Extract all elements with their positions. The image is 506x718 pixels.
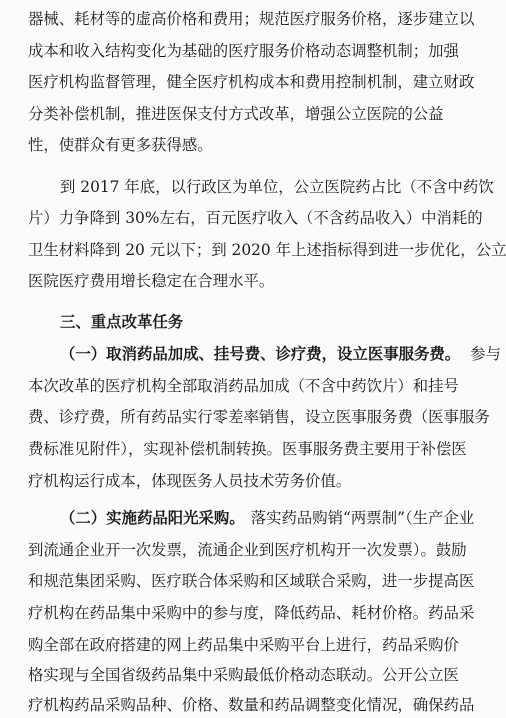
body-text-line: 性，使群众有更多获得感。 <box>28 136 213 154</box>
body-text-line: 购全部在政府搭建的网上药品集中采购平台上进行，药品采购价 <box>28 636 459 654</box>
body-text-line: 器械、耗材等的虚高价格和费用；规范医疗服务价格，逐步建立以 <box>28 10 475 28</box>
body-text-line: 卫生材料降到 20 元以下；到 2020 年上述指标得到进一步优化，公立 <box>28 241 506 259</box>
body-text-line: 到 2017 年底，以行政区为单位，公立医院药占比（不含中药饮 <box>60 178 494 196</box>
body-text-line: 费、诊疗费，所有药品实行零差率销售，设立医事服务费（医事服务 <box>28 408 490 426</box>
item-1-title: （一）取消药品加成、挂号费、诊疗费，设立医事服务费。 <box>60 345 461 363</box>
section-heading: 三、重点改革任务 <box>60 313 184 331</box>
body-text-line: 疗机构在药品集中采购中的参与度，降低药品、耗材价格。药品采 <box>28 604 475 622</box>
body-text-line: 成本和收入结构变化为基础的医疗服务价格动态调整机制；加强 <box>28 42 459 60</box>
body-text-line: 本次改革的医疗机构全部取消药品加成（不含中药饮片）和挂号 <box>28 377 459 395</box>
body-text-line: 疗机构药品采购品种、价格、数量和药品调整变化情况，确保药品 <box>28 696 475 714</box>
item-2-first-line <box>60 505 495 531</box>
body-text-line: 和规范集团采购、医疗联合体采购和区域联合采购，进一步提高医 <box>28 572 475 590</box>
item-1-first-line <box>60 341 501 367</box>
body-text-line: 医院医疗费用增长稳定在合理水平。 <box>28 272 275 290</box>
body-text-line: 医疗机构监督管理，健全医疗机构成本和费用控制机制，建立财政 <box>28 73 475 91</box>
body-text-line: 片）力争降到 30%左右，百元医疗收入（不含药品收入）中消耗的 <box>28 209 483 227</box>
body-text-line: 疗机构运行成本，体现医务人员技术劳务价值。 <box>28 472 352 490</box>
body-text-line: 费标准见附件），实现补偿机制转换。医事服务费主要用于补偿医 <box>28 440 467 458</box>
body-text-span: 参与 <box>470 345 501 363</box>
body-text-line: 到流通企业开一次发票，流通企业到医疗机构开一次发票）。鼓励 <box>28 541 467 559</box>
body-text-line: 格实现与全国省级药品集中采购最低价格动态联动。公开公立医 <box>28 666 459 684</box>
body-text-span: 落实药品购销“两票制”（生产企业 <box>250 509 475 527</box>
item-2-title: （二）实施药品阳光采购。 <box>60 509 245 527</box>
body-text-line: 分类补偿机制，推进医保支付方式改革，增强公立医院的公益 <box>28 105 444 123</box>
